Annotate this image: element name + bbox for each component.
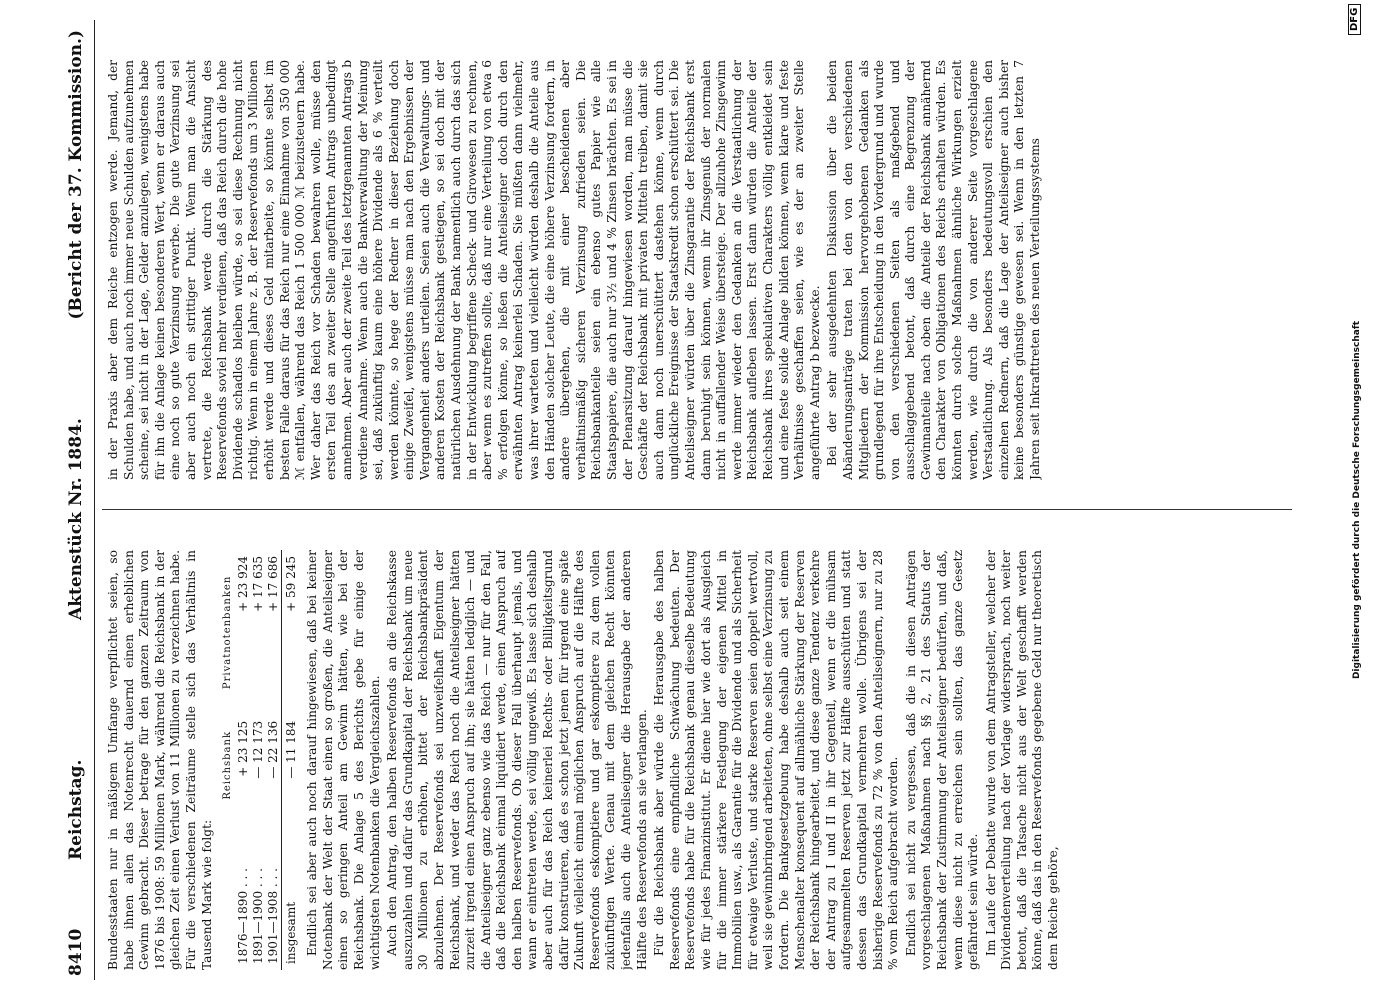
table-header-row xyxy=(219,550,236,970)
paragraph: in der Praxis aber dem Reiche entzogen werde. Jemand, der Schulden habe, und auch noch immer neue Schulden aufzunehmen scheine, sei nicht in der Lage, Gelder anzulegen, wenigstens habe für ihn die Anlage keinen besonderen Wert, wenn er daraus auch eine noch so gute Verzinsung erwerbe. Die gute Verzinsung sei aber auch noch ein strittiger Punkt. Wenn man die Ansicht vertrete, die Reichsbank werde durch die Stärkung des Reservefonds soviel mehr verdienen, daß das Reich durch die hohe Dividende schadlos bleiben würde, so sei diese Rechnung nicht richtig. Wenn in einem Jahre z. B. der Reservefonds um 3 Millionen erhöht werde und dieses Geld mitarbeite, so könnte selbst im besten Falle daraus für das Reich nur eine Einnahme von 350 000 ℳ entfallen, während das Reich 1 500 000 ℳ beizusteuern habe. Wer daher das Reich vor Schaden bewahren wolle, müsse den ersten Teil des an zweiter Stelle angeführten Antrags unbedingt annehmen. Aber auch der zweite Teil des letztgenannten Antrags b verdiene Annahme. Wenn auch die Bankverwaltung der Meinung sei, daß zukünftig kaum eine höhere Dividende als 6 % verteilt werden könnte, so hege der Redner in dieser Beziehung doch einige Zweifel, wenigstens müsse man nach den Ergebnissen der Vergangenheit anders urteilen. Seien auch die Verwaltungs- und anderen Kosten der Reichsbank gestiegen, so sei doch mit der natürlichen Ausdehnung der Bank namentlich auch durch das sich in der Entwicklung begriffene Scheck- und Girowesen zu rechnen, aber wenn es zutreffen sollte, daß nur eine Verteilung von etwa 6 % erfolgen könne, so ließen die Anteilseigner doch durch den erwähnten Antrag keinerlei Schaden. Sie müßten dann vielmehr, was ihrer warteten und vielleicht würden deshalb die Anteile aus den Händen solcher Leute, die eine höhere Verzinsung fordern, in andere übergehen, die mit einer bescheidenen aber verhältnismäßig sicheren Verzinsung zufrieden seien. Die Reichsbankanteile seien ein ebenso gutes Papier wie alle Staatspapiere, die auch nur 3½ und 4 % Zinsen brächten. Es sei in der Plenarsitzung darauf hingewiesen worden, man müsse die Geschäfte der Reichsbank mit privaten Mitteln treiben, damit sie auch dann noch unerschüttert dastehen könne, wenn durch unglückliche Ereignisse der Staatskredit schon erschüttert sei. Die Anteilseigner würden über die Zinsgarantie der Reichsbank erst dann beruhigt sein können, wenn ihr Zinsgenuß der normalen nicht in auffallender Weise übersteige. Der allzuhohe Zinsgewinn werde immer wieder den Gedanken an die Verstaatlichung der Reichsbank aufleben lassen. Erst dann würden die Anteile der Reichsbank ihres spekulativen Charakters völlig entkleidet sein und eine feste solide Anlage bilden können, wenn klare und feste Verhältnisse geschaffen seien, wie es der an zweiter Stelle angeführte Antrag b bezwecke. xyxy=(106,60,822,480)
right-column xyxy=(106,60,1286,480)
table-row xyxy=(236,550,251,970)
paragraph: Auch den Antrag, den halben Reservefonds an die Reichskasse auszuzahlen und dafür das Grundkapital der Reichsbank um neue 30 Millionen zu erhöhen, bittet der Reichsbankpräsident abzulehnen. Der Reservefonds sei unzweifelhaft Eigentum der Reichsbank, und weder das Reich noch die Anteilseigner hätten zurzeit irgend einen Anspruch auf ihn; sie hätten lediglich — und die Anteilseigner ganz ebenso wie das Reich — nur für den Fall, daß die Reichsbank einmal liquidiert werde, einen Anspruch auf den halben Reservefonds. Ob dieser Fall überhaupt jemals, und wann er eintreten werde, sei völlig ungewiß. Es lasse sich deshalb aber auch für das Reich keinerlei Rechts- oder Billigkeitsgrund dafür konstruieren, daß es schon jetzt jenen für irgend eine späte Zukunft vielleicht einmal möglichen Anspruch auf die Hälfte des Reservefonds eskomptiere und gar eskomptiere zu dem vollen zukünftigen Werte. Genau mit dem gleichen Recht könnten jedenfalls auch die Anteilseigner die Herausgabe der anderen Hälfte des Reservefonds an sie verlangen. xyxy=(385,550,649,970)
document-page xyxy=(60,20,1300,980)
profit-loss-table xyxy=(219,550,299,970)
header-title-left: Reichstag. xyxy=(66,759,86,860)
table-row xyxy=(251,550,266,970)
table-cell-reichsbank: + 23 125 xyxy=(236,720,251,777)
paragraph: Für die Reichsbank aber würde die Herausgabe des halben Reservefonds eine empfindliche Schwächung bedeuten. Der Reservefonds habe für die Reichsbank genau dieselbe Bedeutung wie für jedes Finanzinstitut. Er diene hier wie dort als Ausgleich für die immer stärkere Festlegung der eigenen Mittel in Immobilien usw., als Garantie für die Dividende und als Sicherheit für etwaige Verluste, und starke Reserven seien doppelt wertvoll, weil sie gewinnbringend arbeiteten, ohne selbst eine Verzinsung zu fordern. Die Bankgesetzgebung habe deshalb auch seit einem Menschenalter konsequent auf allmähliche Stärkung der Reserven der Reichsbank hingearbeitet, und diese ganze Tendenz verkehre der Antrag zu I und II in ihr Gegenteil, wenn er die mühsam aufgesammelten Reserven jetzt zur Hälfte ausschütten und statt dessen das Grundkapital vermehren wolle. Übrigens sei der bisherige Reservefonds zu 72 % von den Anteilseignern, nur zu 28 % vom Reich aufgebracht worden. xyxy=(652,550,901,970)
table-cell-period: 1891—1900 . . . xyxy=(251,868,266,964)
paragraph: Im Laufe der Debatte wurde von dem Antragsteller, welcher der Dividendenverteilung nach der Vorlage widersprach, noch weiter betont, daß die Tatsache nicht aus der Welt geschafft werden könne, daß das in den Reservefonds gegebene Geld nur theoretisch dem Reiche gehöre, xyxy=(983,550,1061,970)
table-cell-private: + 17 686 xyxy=(266,556,281,612)
table-row xyxy=(266,550,282,970)
header-title-right: (Bericht der 37. Kommission.) xyxy=(66,30,86,320)
table-total-private: + 59 245 xyxy=(282,550,300,715)
page-number: 8410 xyxy=(66,928,86,976)
digitization-note: Digitalisierung gefördert durch die Deutsche Forschungsgemeinschaft xyxy=(1352,320,1362,680)
dfg-logo: DFG xyxy=(1348,4,1361,35)
table-header-private: Privatnotenbanken xyxy=(222,575,234,690)
table-cell-period: 1901—1908 . . . xyxy=(266,868,281,964)
page-header xyxy=(60,20,95,980)
left-column xyxy=(106,550,1286,970)
table-total-row xyxy=(282,550,300,970)
table-cell-private: + 23 924 xyxy=(236,556,251,612)
column-divider xyxy=(102,509,1292,510)
table-cell-reichsbank: — 22 136 xyxy=(266,720,281,779)
paragraph: Endlich sei nicht zu vergessen, daß die in diesen Anträgen vorgeschlagenen Maßnahmen nach §§ 2, 21 des Statuts der Reichsbank der Zustimmung der Anteilseigner bedürfen, und daß, wenn diese nicht zu erreichen sein sollten, das ganze Gesetz gefährdet sein würde. xyxy=(903,550,981,970)
table-total-label: insgesamt xyxy=(282,816,300,970)
table-header-period xyxy=(219,816,236,970)
table-cell-reichsbank: — 12 173 xyxy=(251,720,266,779)
table-cell-period: 1876—1890 . . . xyxy=(236,868,251,964)
paragraph: Endlich sei aber auch noch darauf hingewiesen, daß bei keiner Notenbank der Welt der Staat einen so großen, die Anteilseigner einen so geringen Anteil am Gewinn hätten, wie bei der Reichsbank. Die Anlage 5 des Berichts gebe für einige der wichtigsten Notenbanken die Vergleichszahlen. xyxy=(305,550,382,970)
table-header-reichsbank: Reichsbank xyxy=(222,730,234,800)
header-title-center: Aktenstück Nr. 1884. xyxy=(66,418,86,620)
paragraph: Bundesstaaten nur in mäßigem Umfange verpflichtet seien, so habe ihnen allen das Notenrecht dauernd einen erheblichen Gewinn gebracht. Dieser betrage für den ganzen Zeitraum von 1876 bis 1908: 59 Millionen Mark, während die Reichsbank in der gleichen Zeit einen Verlust von 11 Millionen zu verzeichnen habe. Für die verschiedenen Zeiträume stelle sich das Verhältnis in Tausend Mark wie folgt: xyxy=(106,550,214,970)
table-cell-private: + 17 635 xyxy=(251,556,266,612)
paragraph: Bei der sehr ausgedehnten Diskussion über die beiden Abänderungsanträge traten bei den von den verschiedenen Mitgliedern der Kommission hervorgehobenen Gedanken als grundlegend für ihre Entscheidung in den Vordergrund und wurde von den verschiedenen Seiten als maßgebend und ausschlaggebend betont, daß durch eine Begrenzung der Gewinnanteile nach oben die Anteile der Reichsbank annähernd den Charakter von Obligationen des Reichs erhalten würden. Es könnten durch solche Maßnahmen ähnliche Wirkungen erzielt werden, wie durch die von anderer Seite vorgeschlagene Verstaatlichung. Als besonders bedeutungsvoll erschien den einzelnen Rednern, daß die Lage der Anteilseigner auch bisher keine besonders günstige gewesen sei. Wenn in den letzten 7 Jahren seit Inkrafttreten des neuen Verteilungssystems xyxy=(825,60,1043,480)
table-total-reichsbank: — 11 184 xyxy=(282,715,300,816)
